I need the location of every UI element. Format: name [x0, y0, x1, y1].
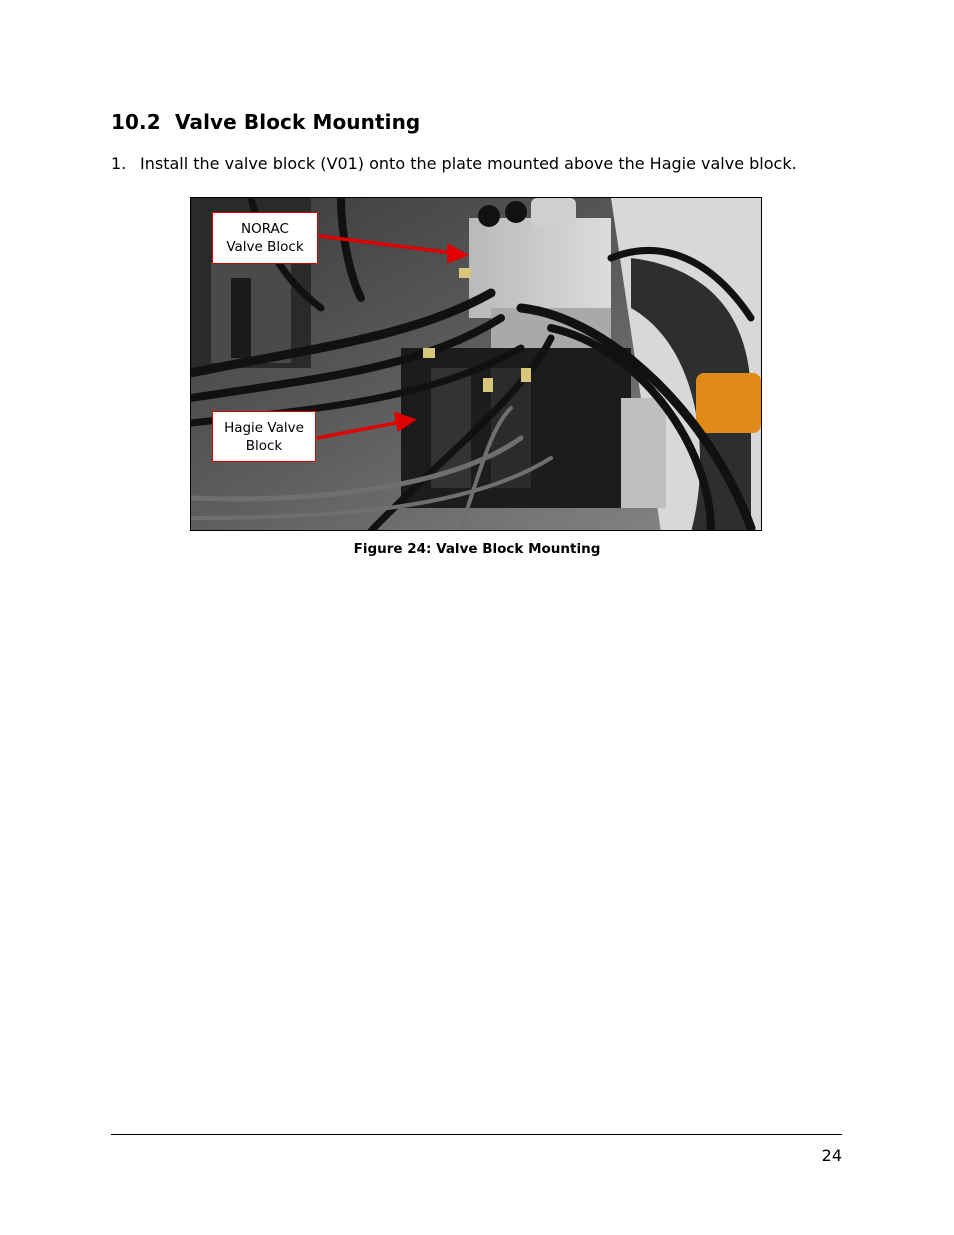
hagie-valve-block-callout	[212, 411, 316, 462]
section-title: Valve Block Mounting	[175, 110, 421, 134]
figure-caption: Figure 24: Valve Block Mounting	[353, 541, 601, 557]
footer-rule	[111, 1134, 842, 1135]
section-heading	[111, 110, 420, 134]
step-item	[111, 154, 797, 173]
norac-valve-block-callout	[212, 212, 318, 264]
page-number: 24	[821, 1146, 842, 1165]
step-text: Install the valve block (V01) onto the plate mounted above the Hagie valve block.	[140, 154, 797, 173]
step-number: 1.	[111, 154, 127, 173]
section-number: 10.2	[111, 110, 161, 134]
norac-callout-label: NORAC Valve Block	[226, 221, 304, 255]
hagie-callout-label: Hagie Valve Block	[224, 419, 304, 454]
